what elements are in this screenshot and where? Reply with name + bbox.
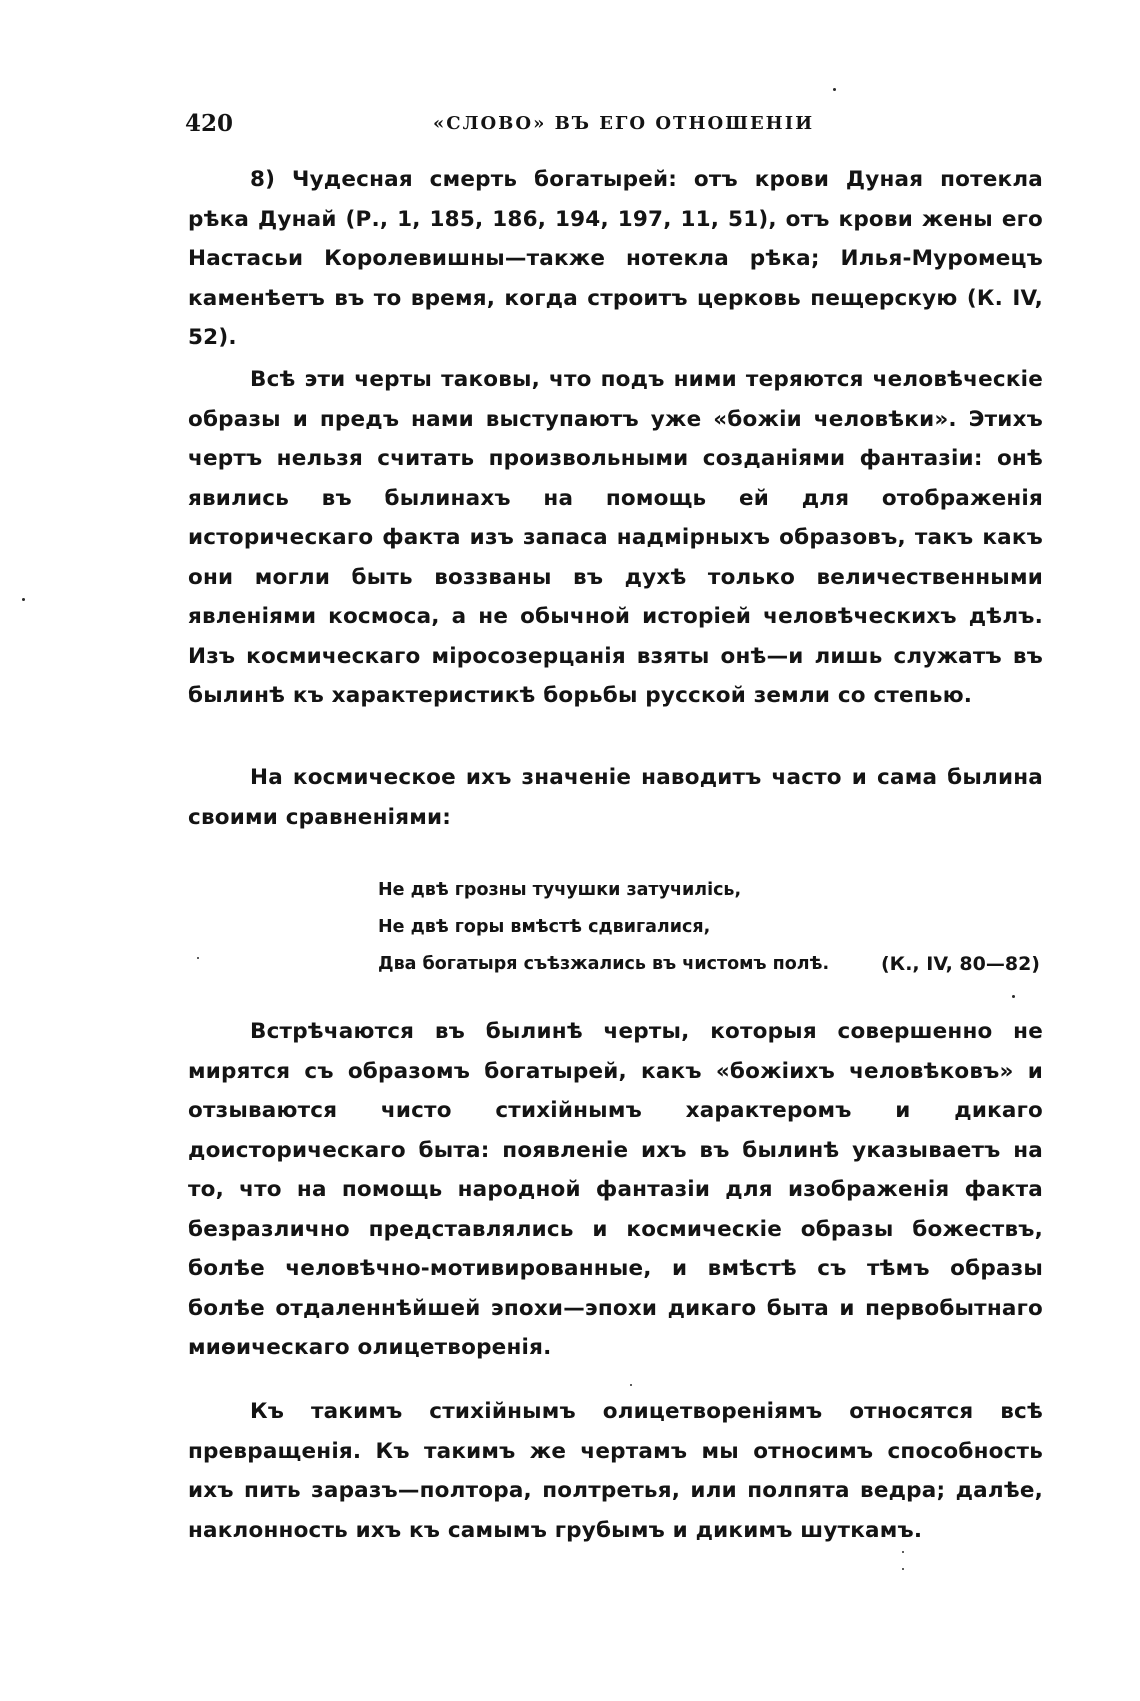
running-title: «СЛОВО» ВЪ ЕГО ОТНОШЕНІИ: [433, 113, 815, 134]
scan-speck: [197, 957, 199, 959]
verse-line-1: Не двѣ грозны тучушки затучилісь,: [378, 880, 742, 900]
scan-speck: [833, 88, 836, 91]
paragraph-elemental-traits: Встрѣчаются въ былинѣ черты, которыя совершенно не мирятся съ образомъ богатырей, какъ «божіихъ человѣковъ» и отзываются чисто стихійнымъ характеромъ и дикаго доисторическаго быта: появленіе ихъ въ былинѣ указываетъ на то, что на помощь народной фантазіи для изображенія факта безразлично представлялись и космическіе образы божествъ, болѣе человѣчно-мотивированные, и вмѣстѣ съ тѣмъ образы болѣе отдаленнѣйшей эпохи—эпохи дикаго быта и первобытнаго миѳическаго олицетворенія.: [188, 1019, 1043, 1360]
verse-quotation: [378, 872, 1048, 983]
page-header: [185, 110, 1045, 140]
paragraph-transformations: Къ такимъ стихійнымъ олицетвореніямъ относятся всѣ превращенія. Къ такимъ же чертамъ мы относимъ способность ихъ пить заразъ—полтора, полтретья, или полпята ведра; далѣе, наклонность ихъ къ самымъ грубымъ и дикимъ шуткамъ.: [188, 1399, 1043, 1543]
scan-speck: [902, 1551, 904, 1553]
scan-speck: [902, 1568, 904, 1570]
scan-speck: [22, 598, 25, 601]
page-number: 420: [185, 110, 234, 137]
paragraph-godlike-men: Всѣ эти черты таковы, что подъ ними теряются человѣческіе образы и предъ нами выступаютъ уже «божіи человѣки». Этихъ чертъ нельзя считать произвольными созданіями фантазіи: онѣ явились въ былинахъ на помощь ей для отображенія историческаго факта изъ запаса надмірныхъ образовъ, такъ какъ они могли быть воззваны въ духѣ только величественными явленіями космоса, а не обычной исторіей человѣческихъ дѣлъ. Изъ космическаго міросозерцанія взяты онѣ—и лишь служатъ въ былинѣ къ характеристикѣ борьбы русской земли со степью.: [188, 367, 1043, 708]
verse-reference: (К., IV, 80—82): [881, 953, 1040, 975]
paragraph-miraculous-death: 8) Чудесная смерть богатырей: отъ крови Дуная потекла рѣка Дунай (Р., 1, 185, 186, 194, 197, 11, 51), отъ крови жены его Настасьи Королевишны—также нотекла рѣка; Илья-Муромецъ каменѣетъ въ то время, когда строитъ церковь пещерскую (К. IV, 52).: [188, 167, 1043, 350]
paragraph-cosmic-meaning: На космическое ихъ значеніе наводитъ часто и сама былина своими сравненіями:: [188, 765, 1043, 830]
verse-line-2: Не двѣ горы вмѣстѣ сдвигалися,: [378, 917, 711, 937]
scan-speck: [1012, 995, 1015, 998]
verse-line-3: Два богатыря съѣзжались въ чистомъ полѣ.: [378, 954, 830, 974]
scan-speck: [630, 1384, 632, 1386]
